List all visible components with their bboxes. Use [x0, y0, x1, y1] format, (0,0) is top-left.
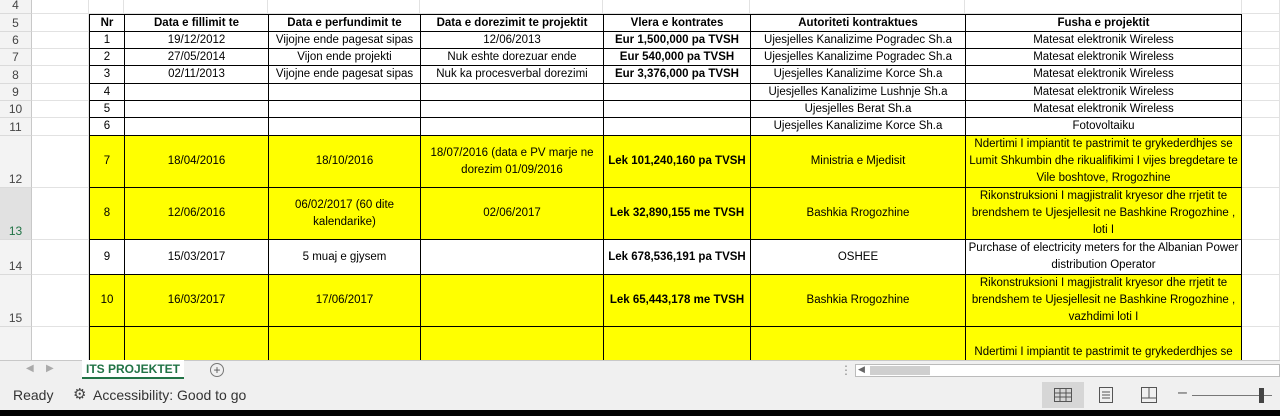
table-cell[interactable]: 7	[89, 136, 124, 188]
empty-cell[interactable]	[32, 84, 89, 101]
split-handle-icon[interactable]: ⋮	[840, 363, 852, 377]
empty-cell[interactable]	[32, 240, 89, 275]
empty-cell[interactable]	[89, 0, 124, 14]
table-cell[interactable]: 12/06/2013	[420, 32, 603, 49]
empty-cell[interactable]	[1242, 101, 1280, 118]
empty-cell[interactable]	[32, 14, 89, 32]
table-cell[interactable]	[124, 101, 268, 118]
accessibility-icon[interactable]: ⚙	[73, 386, 87, 403]
table-cell[interactable]	[420, 240, 603, 275]
table-cell[interactable]: Rikonstruksioni I magjistralit kryesor dhe rrjetit te brendshem te Ujesjellesit ne Bashkine Rrogozhine , vazhdimi loti I	[965, 275, 1242, 327]
empty-cell[interactable]	[965, 0, 1242, 14]
row-header[interactable]	[0, 327, 32, 360]
empty-cell[interactable]	[1242, 14, 1280, 32]
page-break-icon	[1141, 387, 1157, 403]
table-cell[interactable]: Lek 32,890,155 me TVSH	[603, 188, 750, 240]
table-cell[interactable]: 8	[89, 188, 124, 240]
horizontal-scrollbar[interactable]	[855, 364, 1280, 377]
column-header-cell[interactable]: Fusha e projektit	[965, 14, 1242, 32]
empty-cell[interactable]	[32, 0, 89, 14]
table-cell[interactable]: Nuk ka procesverbal dorezimi	[420, 66, 603, 84]
table-cell[interactable]: 1	[89, 32, 124, 49]
column-header-cell[interactable]: Nr	[89, 14, 124, 32]
empty-cell[interactable]	[32, 66, 89, 84]
table-cell[interactable]: 18/07/2016 (data e PV marje ne dorezim 01/09/2016	[420, 136, 603, 188]
empty-cell[interactable]	[603, 0, 750, 14]
empty-cell[interactable]	[1242, 327, 1280, 360]
table-cell[interactable]	[268, 327, 420, 360]
table-cell[interactable]: Ujesjelles Kanalizime Korce Sh.a	[750, 66, 965, 84]
row-header[interactable]: 4	[0, 0, 32, 14]
table-cell[interactable]: Eur 1,500,000 pa TVSH	[603, 32, 750, 49]
normal-view-icon	[1054, 388, 1072, 402]
table-cell[interactable]: Ministria e Mjedisit	[750, 136, 965, 188]
table-cell[interactable]: Vijon ende projekti	[268, 49, 420, 66]
table-cell[interactable]: 18/10/2016	[268, 136, 420, 188]
table-cell[interactable]: Fotovoltaiku	[965, 118, 1242, 136]
empty-cell[interactable]	[32, 118, 89, 136]
row-header[interactable]: 8	[0, 66, 32, 84]
table-cell[interactable]	[603, 84, 750, 101]
table-cell[interactable]: 16/03/2017	[124, 275, 268, 327]
table-cell[interactable]	[603, 101, 750, 118]
table-cell[interactable]	[420, 118, 603, 136]
zoom-out-icon[interactable]: –	[1178, 384, 1187, 401]
table-cell[interactable]	[268, 84, 420, 101]
table-cell[interactable]: Ujesjelles Kanalizime Pogradec Sh.a	[750, 49, 965, 66]
table-cell[interactable]	[603, 118, 750, 136]
table-cell[interactable]: Vijojne ende pagesat sipas	[268, 66, 420, 84]
table-cell[interactable]	[268, 118, 420, 136]
scroll-left-icon[interactable]: ◀	[858, 364, 865, 374]
sheet-tab-its-projektet[interactable]	[82, 360, 184, 379]
table-cell[interactable]: Matesat elektronik Wireless	[965, 66, 1242, 84]
empty-cell[interactable]	[124, 0, 268, 14]
accessibility-status[interactable]: Accessibility: Good to go	[93, 387, 247, 403]
row-header[interactable]: 5	[0, 14, 32, 32]
table-cell[interactable]: 19/12/2012	[124, 32, 268, 49]
table-cell[interactable]: Ndertimi I impiantit te pastrimit te grykederdhjes se Lumit Shkumbin dhe rikualifikimi I vijes bregdetare te Vile boshtove, Rrogozhine	[965, 136, 1242, 188]
table-cell[interactable]: Lek 678,536,191 pa TVSH	[603, 240, 750, 275]
table-cell[interactable]	[420, 327, 603, 360]
row-header[interactable]: 11	[0, 118, 32, 136]
table-cell[interactable]	[420, 275, 603, 327]
table-cell[interactable]: 02/06/2017	[420, 188, 603, 240]
empty-cell[interactable]	[32, 327, 89, 360]
table-cell[interactable]: Ujesjelles Berat Sh.a	[750, 101, 965, 118]
sheet-tab-label: ITS PROJEKTET	[85, 361, 180, 376]
empty-cell[interactable]	[32, 101, 89, 118]
empty-cell[interactable]	[750, 0, 965, 14]
table-cell[interactable]: 2	[89, 49, 124, 66]
table-cell[interactable]: 3	[89, 66, 124, 84]
table-cell[interactable]: Eur 540,000 pa TVSH	[603, 49, 750, 66]
table-cell[interactable]	[124, 84, 268, 101]
column-header-cell[interactable]: Vlera e kontrates	[603, 14, 750, 32]
row-header[interactable]: 12	[0, 136, 32, 188]
empty-cell[interactable]	[1242, 32, 1280, 49]
table-cell[interactable]	[603, 327, 750, 360]
table-cell[interactable]: 12/06/2016	[124, 188, 268, 240]
row-header[interactable]: 10	[0, 101, 32, 118]
empty-cell[interactable]	[1242, 240, 1280, 275]
table-cell[interactable]: 17/06/2017	[268, 275, 420, 327]
table-cell[interactable]	[420, 101, 603, 118]
table-cell[interactable]: Matesat elektronik Wireless	[965, 101, 1242, 118]
empty-cell[interactable]	[1242, 66, 1280, 84]
empty-cell[interactable]	[32, 188, 89, 240]
table-cell[interactable]: 5 muaj e gjysem	[268, 240, 420, 275]
table-cell[interactable]: 15/03/2017	[124, 240, 268, 275]
scrollbar-thumb[interactable]	[870, 366, 930, 375]
table-cell[interactable]: Ujesjelles Kanalizime Lushnje Sh.a	[750, 84, 965, 101]
table-cell[interactable]	[89, 327, 124, 360]
table-cell[interactable]: 02/11/2013	[124, 66, 268, 84]
sheet-tab-bar	[0, 360, 1280, 380]
column-header-cell[interactable]: Data e dorezimit te projektit	[420, 14, 603, 32]
table-cell[interactable]: Matesat elektronik Wireless	[965, 84, 1242, 101]
scroll-last-sheet-icon[interactable]: ▶	[46, 363, 54, 374]
zoom-slider-thumb[interactable]	[1259, 388, 1264, 403]
empty-cell[interactable]	[32, 32, 89, 49]
table-cell[interactable]: Ndertimi I impiantit te pastrimit te grykederdhjes se	[965, 327, 1242, 360]
empty-cell[interactable]	[1242, 49, 1280, 66]
table-cell[interactable]: Matesat elektronik Wireless	[965, 49, 1242, 66]
page-break-preview-button[interactable]	[1139, 386, 1159, 404]
table-cell[interactable]	[124, 327, 268, 360]
page-layout-icon	[1098, 387, 1114, 403]
column-header-cell[interactable]: Data e perfundimit te	[268, 14, 420, 32]
row-header[interactable]: 7	[0, 49, 32, 66]
column-header-cell[interactable]: Data e fillimit te	[124, 14, 268, 32]
table-cell[interactable]: OSHEE	[750, 240, 965, 275]
row-header[interactable]: 13	[0, 188, 32, 240]
table-cell[interactable]	[268, 101, 420, 118]
page-layout-button[interactable]	[1096, 386, 1116, 404]
table-cell[interactable]: Bashkia Rrogozhine	[750, 188, 965, 240]
table-cell[interactable]: Lek 65,443,178 me TVSH	[603, 275, 750, 327]
table-cell[interactable]: Nuk eshte dorezuar ende	[420, 49, 603, 66]
row-header[interactable]: 9	[0, 84, 32, 101]
table-cell[interactable]	[420, 84, 603, 101]
table-cell[interactable]	[124, 118, 268, 136]
empty-cell[interactable]	[1242, 118, 1280, 136]
empty-cell[interactable]	[32, 136, 89, 188]
table-cell[interactable]: 27/05/2014	[124, 49, 268, 66]
empty-cell[interactable]	[1242, 136, 1280, 188]
table-cell[interactable]: 4	[89, 84, 124, 101]
table-cell[interactable]: 06/02/2017 (60 dite kalendarike)	[268, 188, 420, 240]
table-cell[interactable]: 6	[89, 118, 124, 136]
empty-cell[interactable]	[1242, 0, 1280, 14]
scroll-first-sheet-icon[interactable]: ◀	[26, 363, 34, 374]
empty-cell[interactable]	[1242, 84, 1280, 101]
empty-cell[interactable]	[420, 0, 603, 14]
ready-status: Ready	[13, 387, 54, 403]
status-bar	[0, 380, 1280, 410]
table-cell[interactable]: Lek 101,240,160 pa TVSH	[603, 136, 750, 188]
plus-icon: +	[213, 363, 221, 377]
row-header[interactable]: 15	[0, 275, 32, 327]
row-header[interactable]: 6	[0, 32, 32, 49]
table-cell[interactable]	[750, 327, 965, 360]
table-cell[interactable]: 5	[89, 101, 124, 118]
row-header[interactable]: 14	[0, 240, 32, 275]
table-cell[interactable]: Eur 3,376,000 pa TVSH	[603, 66, 750, 84]
empty-cell[interactable]	[32, 49, 89, 66]
empty-cell[interactable]	[32, 275, 89, 327]
table-cell[interactable]: Bashkia Rrogozhine	[750, 275, 965, 327]
screen-edge	[0, 410, 1280, 416]
empty-cell[interactable]	[268, 0, 420, 14]
table-cell[interactable]: 18/04/2016	[124, 136, 268, 188]
table-cell[interactable]: 9	[89, 240, 124, 275]
table-cell[interactable]: Matesat elektronik Wireless	[965, 32, 1242, 49]
table-cell[interactable]: 10	[89, 275, 124, 327]
table-cell[interactable]: Purchase of electricity meters for the Albanian Power distribution Operator	[965, 240, 1242, 275]
empty-cell[interactable]	[1242, 275, 1280, 327]
column-header-cell[interactable]: Autoriteti kontraktues	[750, 14, 965, 32]
table-cell[interactable]: Ujesjelles Kanalizime Pogradec Sh.a	[750, 32, 965, 49]
table-cell[interactable]: Ujesjelles Kanalizime Korce Sh.a	[750, 118, 965, 136]
empty-cell[interactable]	[1242, 188, 1280, 240]
add-sheet-button[interactable]	[210, 363, 224, 377]
table-cell[interactable]: Vijojne ende pagesat sipas	[268, 32, 420, 49]
normal-view-button[interactable]	[1042, 382, 1084, 408]
table-cell[interactable]: Rikonstruksioni I magjistralit kryesor dhe rrjetit te brendshem te Ujesjellesit ne Bashkine Rrogozhine , loti I	[965, 188, 1242, 240]
